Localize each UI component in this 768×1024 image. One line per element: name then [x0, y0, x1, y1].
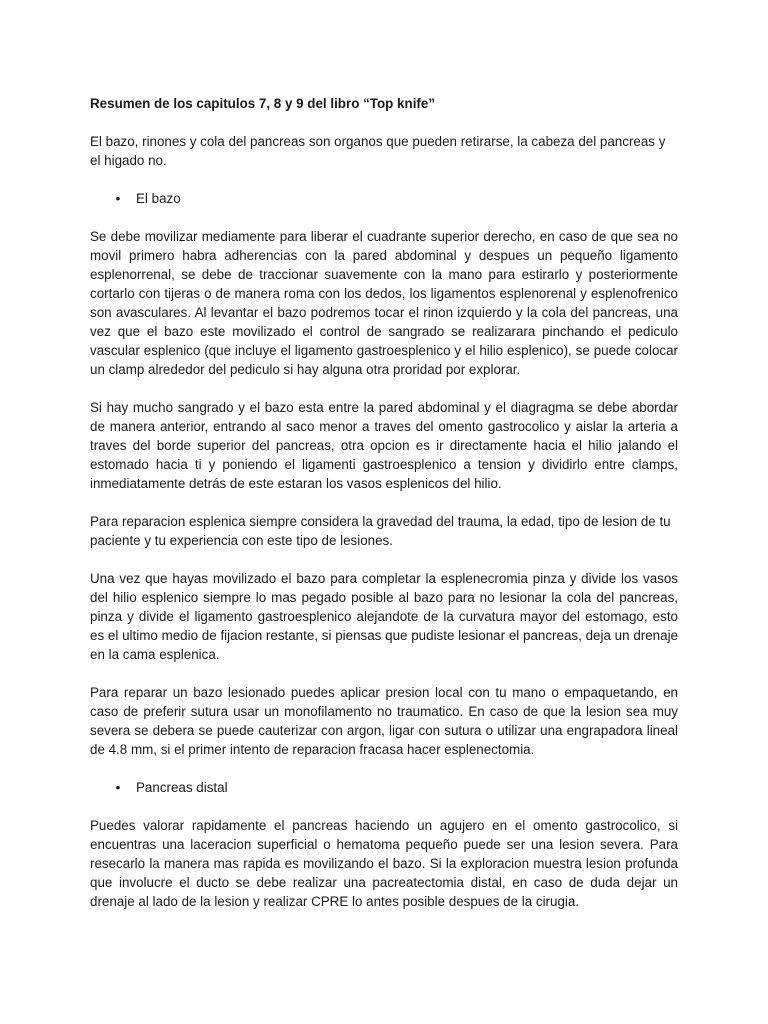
paragraph: Para reparar un bazo lesionado puedes aplicar presion local con tu mano o empaquetando, en caso de preferir sutura usar un monofilamento no traumatico. En caso de que la lesion sea muy severa se debera se puede cauterizar con argon, ligar con sutura o utilizar una engrapadora lineal de 4.8 mm, si el primer intento de reparacion fracasa hacer esplenectomia. [90, 685, 678, 757]
section-heading-bazo [90, 189, 678, 208]
paragraph: Se debe movilizar mediamente para liberar el cuadrante superior derecho, en caso de que sea no movil primero habra adherencias con la pared abdominal y despues un pequeño ligamento esplenorrenal, se debe de traccionar suavemente con la mano para estirarlo y posteriormente cortarlo con tijeras o de manera roma con los dedos, los ligamentos esplenorenal y esplenofrenico son avasculares. Al levantar el bazo podremos tocar el rinon izquierdo y la cola del pancreas, una vez que el bazo este movilizado el control de sangrado se realizarara pinchando el pediculo vascular esplenico (que incluye el ligamento gastroesplenico y el hilio esplenico), se puede colocar un clamp alrededor del pediculo si hay alguna otra proridad por explorar. [90, 229, 678, 377]
intro-paragraph: El bazo, rinones y cola del pancreas son organos que pueden retirarse, la cabeza del pancreas y el higado no. [90, 134, 666, 168]
section-heading-label: El bazo [136, 191, 181, 206]
section-heading-label: Pancreas distal [136, 780, 228, 795]
bullet-icon: • [115, 780, 121, 795]
section-heading-pancreas-distal [90, 778, 678, 797]
bullet-icon: • [115, 191, 121, 206]
document-title: Resumen de los capitulos 7, 8 y 9 del libro “Top knife” [90, 96, 436, 111]
document-body [90, 94, 678, 930]
paragraph: Si hay mucho sangrado y el bazo esta entre la pared abdominal y el diagragma se debe abordar de manera anterior, entrando al saco menor a traves del omento gastrocolico y aislar la arteria a traves del borde superior del pancreas, otra opcion es ir directamente hacia el hilio jalando el estomado hacia ti y poniendo el ligamenti gastroesplenico a tension y dividirlo entre clamps, inmediatamente detrás de este estaran los vasos esplenicos del hilio. [90, 400, 678, 491]
paragraph: Para reparacion esplenica siempre considera la gravedad del trauma, la edad, tipo de lesion de tu paciente y tu experiencia con este tipo de lesiones. [90, 514, 671, 548]
paragraph: Puedes valorar rapidamente el pancreas haciendo un agujero en el omento gastrocolico, si encuentras una laceracion superficial o hematoma pequeño puede ser una lesion severa. Para resecarlo la manera mas rapida es movilizando el bazo. Si la exploracion muestra lesion profunda que involucre el ducto se debe realizar una pacreatectomia distal, en caso de duda dejar un drenaje al lado de la lesion y realizar CPRE lo antes posible despues de la cirugia. [90, 818, 678, 909]
paragraph: Una vez que hayas movilizado el bazo para completar la esplenecromia pinza y divide los vasos del hilio esplenico siempre lo mas pegado posible al bazo para no lesionar la cola del pancreas, pinza y divide el ligamento gastroesplenico alejandote de la curvatura mayor del estomago, esto es el ultimo medio de fijacion restante, si piensas que pudiste lesionar el pancreas, deja un drenaje en la cama esplenica. [90, 571, 678, 662]
